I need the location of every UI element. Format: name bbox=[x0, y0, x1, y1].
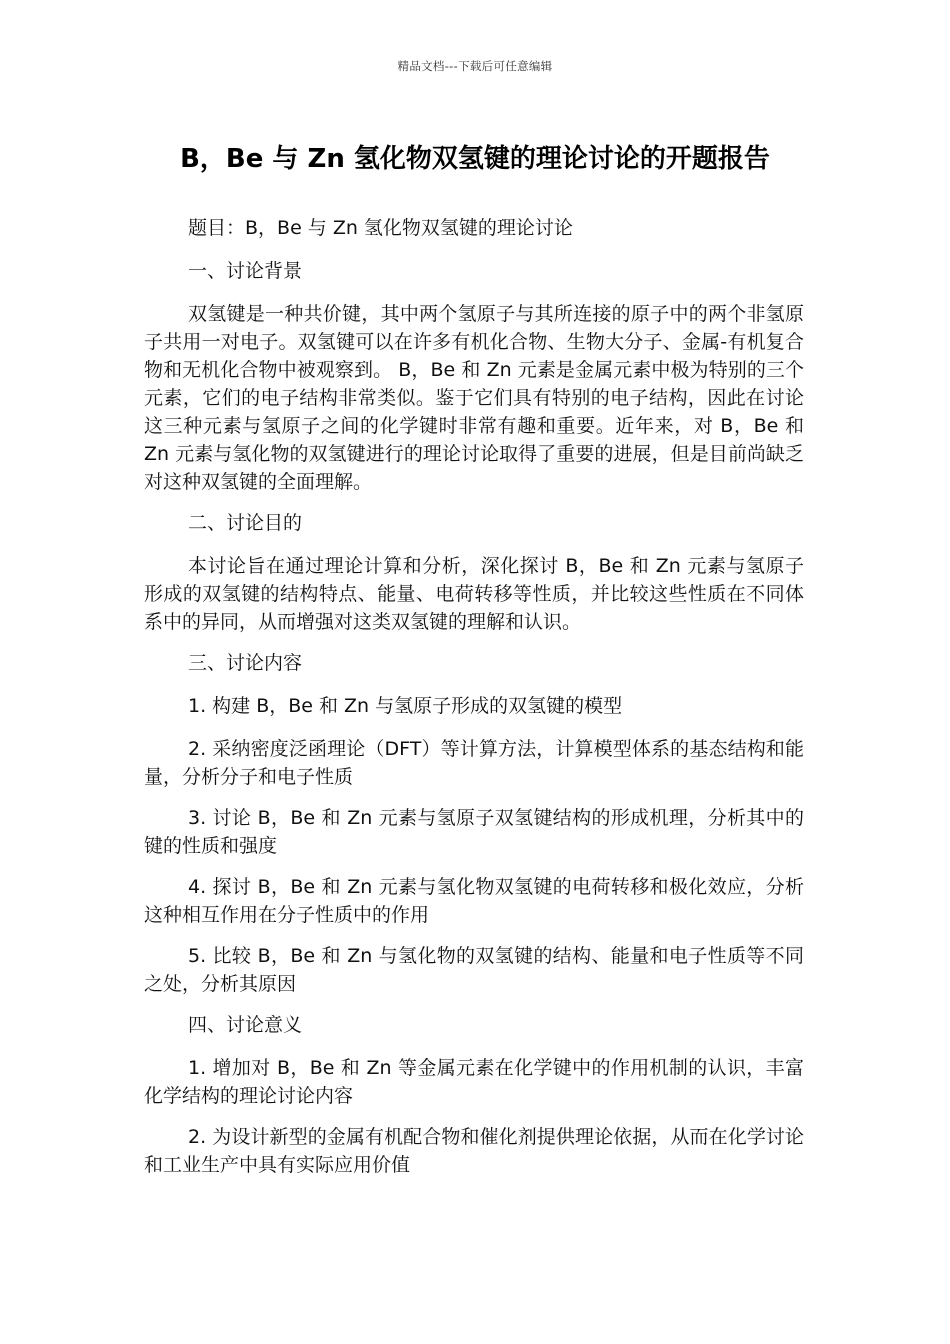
section-heading-content: 三、讨论内容 bbox=[188, 652, 303, 674]
significance-item: 2. 为设计新型的金属有机配合物和催化剂提供理论依据，从而在化学讨论和工业生产中具有实际应用价值 bbox=[144, 1126, 804, 1176]
content-item: 5. 比较 B，Be 和 Zn 与氢化物的双氢键的结构、能量和电子性质等不同之处，分析其原因 bbox=[144, 945, 804, 995]
background-paragraph: 双氢键是一种共价键，其中两个氢原子与其所连接的原子中的两个非氢原子共用一对电子。双氢键可以在许多有机化合物、生物大分子、金属-有机复合物和无机化合物中被观察到。 B，Be 和 Zn 元素是金属元素中极为特别的三个元素，它们的电子结构非常类似。鉴于它们具有特别的电子结构，因此在讨论这三种元素与氢原子之间的化学键时非常有趣和重要。近年来，对 B，Be 和 Zn 元素与氢化物的双氢键进行的理论讨论取得了重要的进展，但是目前尚缺乏对这种双氢键的全面理解。 bbox=[144, 303, 804, 493]
section-heading-background: 一、讨论背景 bbox=[188, 260, 303, 282]
content-item: 4. 探讨 B，Be 和 Zn 元素与氢化物双氢键的电荷转移和极化效应，分析这种相互作用在分子性质中的作用 bbox=[144, 876, 804, 926]
content-item: 1. 构建 B，Be 和 Zn 与氢原子形成的双氢键的模型 bbox=[188, 695, 623, 717]
significance-item: 1. 增加对 B，Be 和 Zn 等金属元素在化学键中的作用机制的认识，丰富化学结构的理论讨论内容 bbox=[144, 1057, 804, 1107]
document-body bbox=[144, 214, 804, 1192]
purpose-paragraph: 本讨论旨在通过理论计算和分析，深化探讨 B，Be 和 Zn 元素与氢原子形成的双氢键的结构特点、能量、电荷转移等性质，并比较这些性质在不同体系中的异同，从而增强对这类双氢键的理解和认识。 bbox=[144, 555, 804, 633]
section-heading-significance: 四、讨论意义 bbox=[188, 1014, 303, 1036]
content-item: 2. 采纳密度泛函理论（DFT）等计算方法，计算模型体系的基态结构和能量，分析分子和电子性质 bbox=[144, 738, 804, 788]
document-title: B，Be 与 Zn 氢化物双氢键的理论讨论的开题报告 bbox=[180, 144, 770, 174]
subject-line: 题目：B，Be 与 Zn 氢化物双氢键的理论讨论 bbox=[188, 217, 573, 239]
content-item: 3. 讨论 B，Be 和 Zn 元素与氢原子双氢键结构的形成机理，分析其中的键的性质和强度 bbox=[144, 807, 804, 857]
header-note: 精品文档---下载后可任意编辑 bbox=[397, 59, 553, 73]
section-heading-purpose: 二、讨论目的 bbox=[188, 512, 303, 534]
